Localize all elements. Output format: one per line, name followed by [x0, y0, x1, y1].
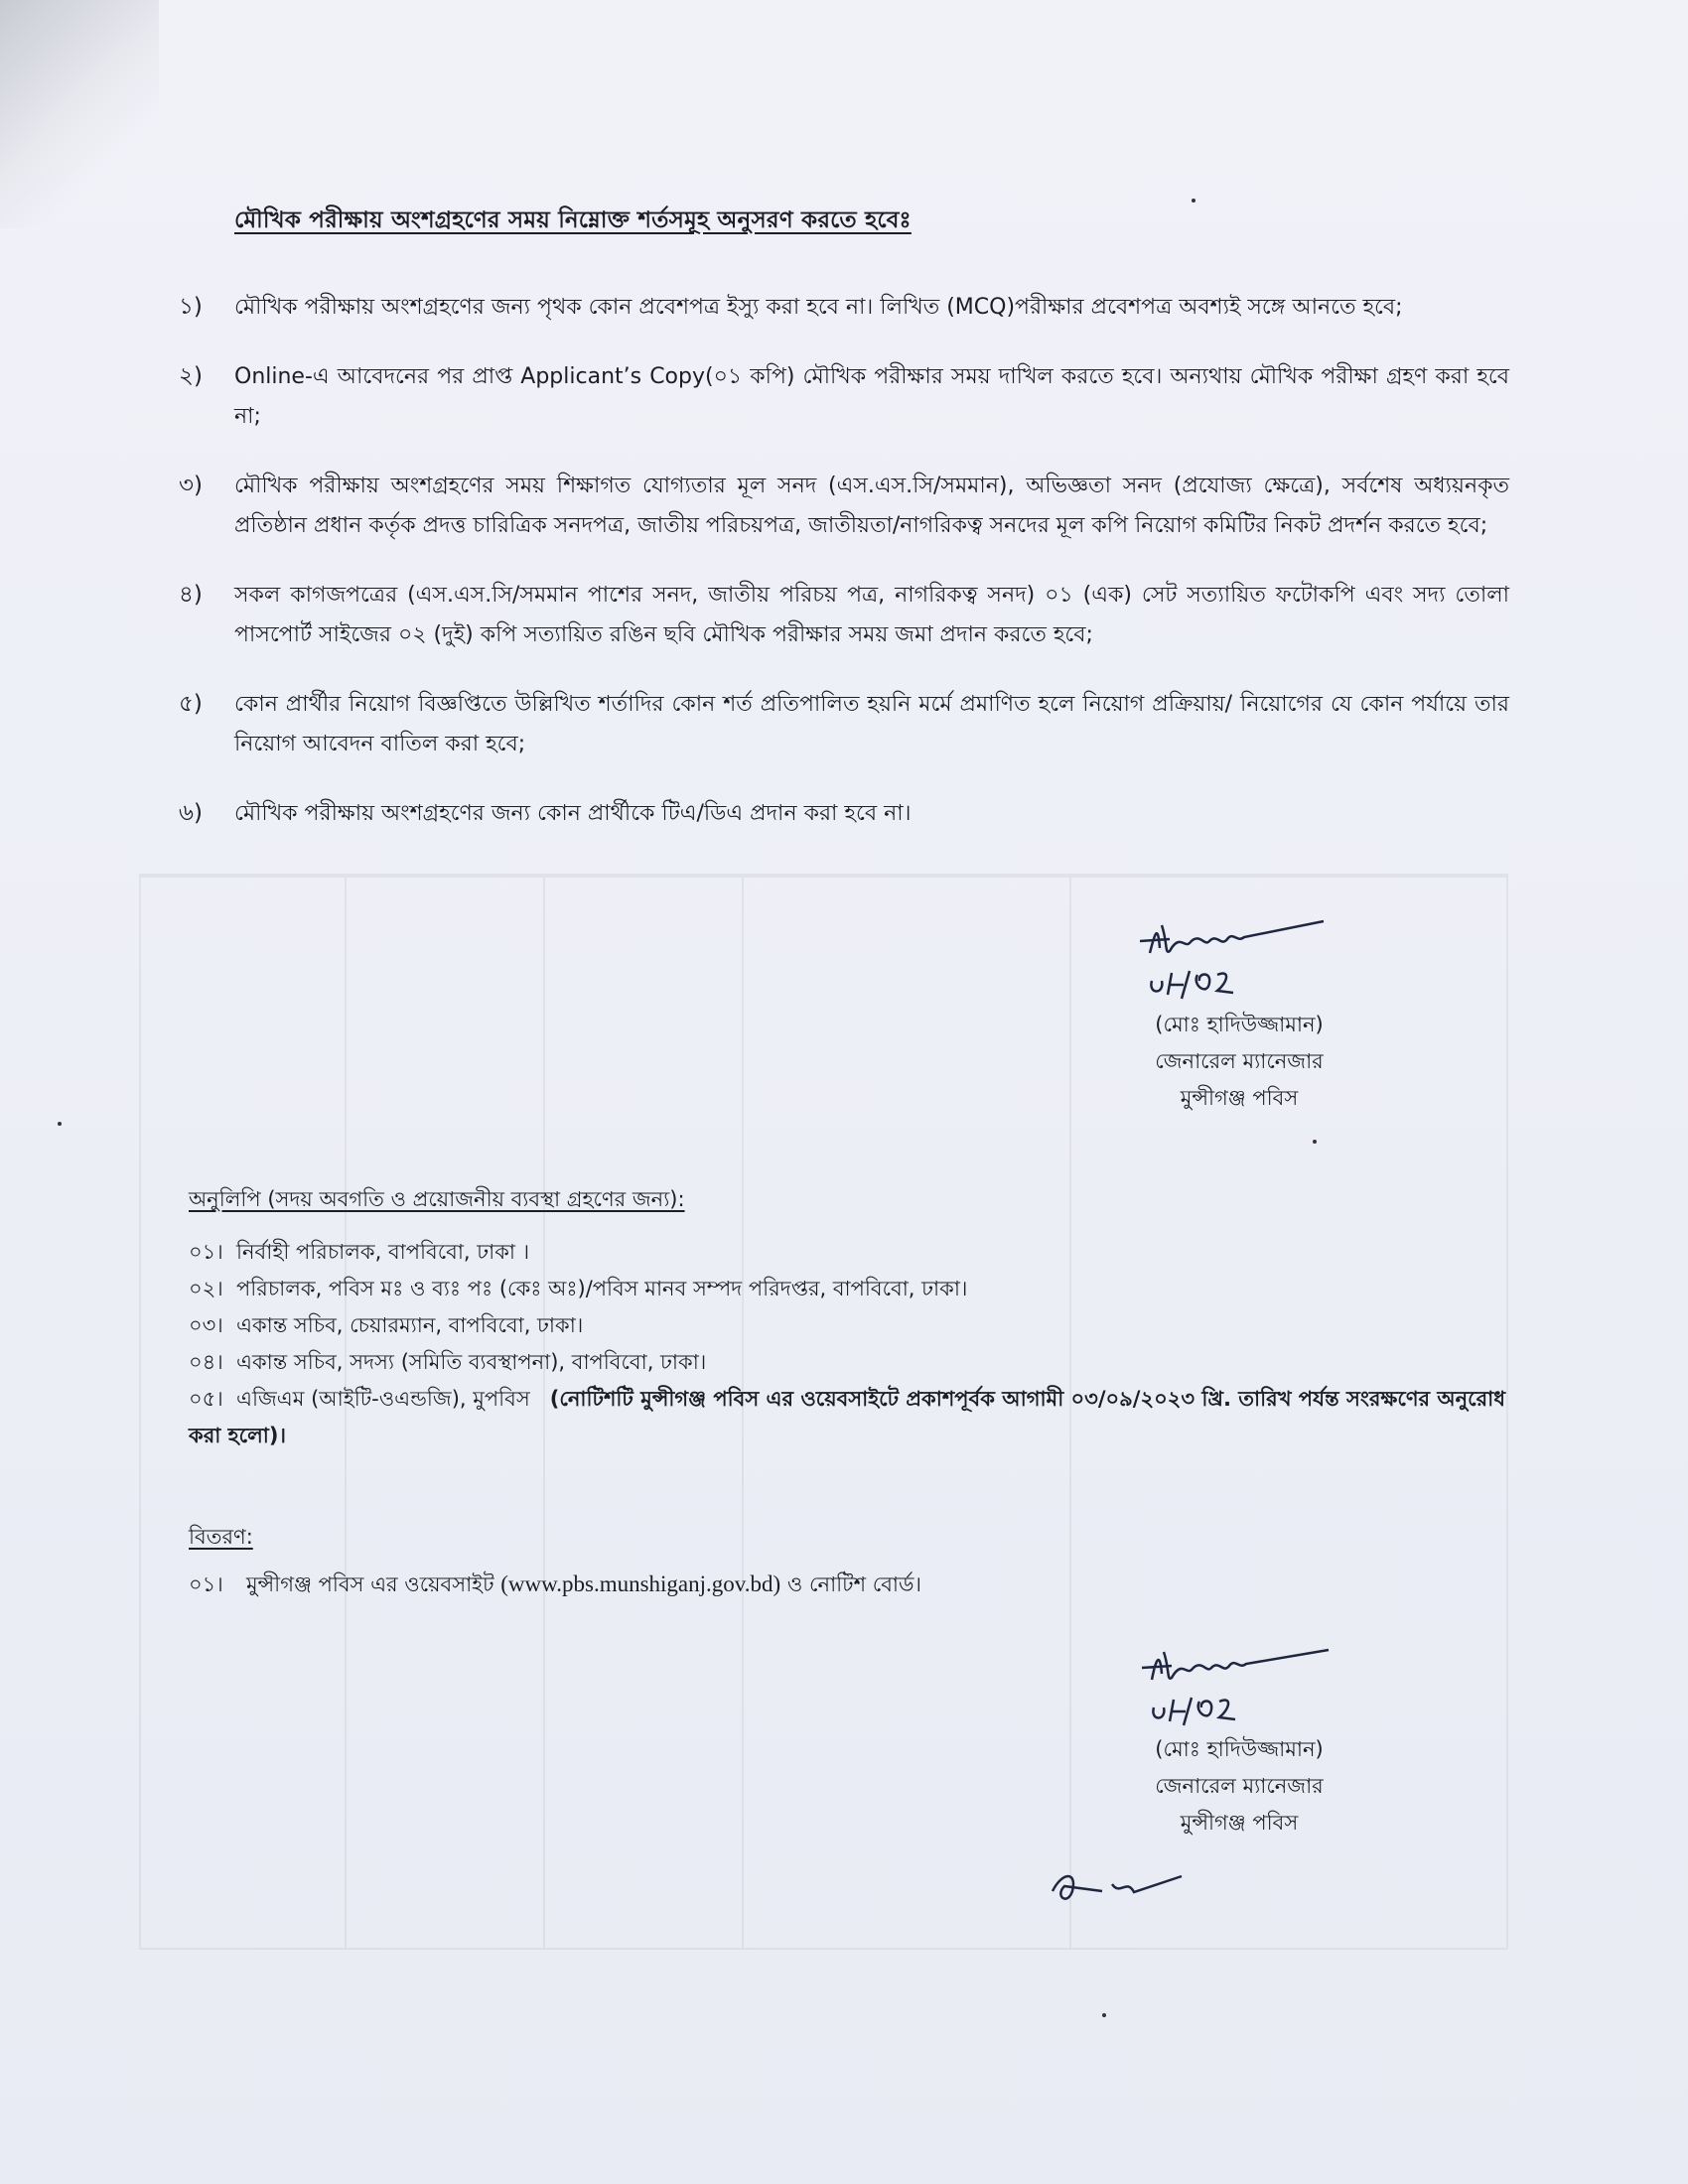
- item-number: ০৩।: [189, 1313, 223, 1337]
- condition-number: ১): [179, 294, 203, 320]
- signatory-office: মুন্সীগঞ্জ পবিস: [1180, 1086, 1299, 1110]
- scan-speck: [58, 1122, 62, 1126]
- condition-number: ৪): [179, 582, 203, 608]
- condition-item: [179, 467, 1509, 546]
- condition-item: [179, 794, 1509, 834]
- item-text: একান্ত সচিব, সদস্য (সমিতি ব্যবস্থাপনা), বাপবিবো, ঢাকা।: [236, 1350, 707, 1374]
- condition-text: কোন প্রার্থীর নিয়োগ বিজ্ঞপ্তিতে উল্লিখিত শর্তাদির কোন শর্ত প্রতিপালিত হয়নি মর্মে প্রমাণিত হলে নিয়োগ প্রক্রিয়ায়/ নিয়োগের যে কোন পর্যায়ে তার নিয়োগ আবেদন বাতিল করা হবে;: [234, 692, 1509, 756]
- copy-to-item: [189, 1307, 1509, 1344]
- condition-text: মৌখিক পরীক্ষায় অংশগ্রহণের জন্য পৃথক কোন প্রবেশপত্র ইস্যু করা হবে না। লিখিত (MCQ)পরীক্ষার প্রবেশপত্র অবশ্যই সঙ্গে আনতে হবে;: [234, 295, 1403, 320]
- condition-item: [179, 288, 1509, 328]
- handwritten-signature: [1110, 903, 1368, 1003]
- scan-speck: [1102, 2013, 1106, 2017]
- item-text: একান্ত সচিব, চেয়ারম্যান, বাপবিবো, ঢাকা।: [236, 1313, 584, 1337]
- item-text: মুন্সীগঞ্জ পবিস এর ওয়েবসাইট: [246, 1572, 494, 1596]
- distribution-item: [189, 1566, 1509, 1603]
- distribution-title: বিতরণ:: [189, 1525, 253, 1549]
- item-number: ০১।: [189, 1240, 223, 1264]
- item-text: ও নোটিশ বোর্ড।: [786, 1572, 921, 1596]
- signature-block-1: [1110, 903, 1368, 1117]
- item-note: (নোটিশটি মুন্সীগঞ্জ পবিস এর ওয়েবসাইটে প্রকাশপূর্বক আগামী ০৩/০৯/২০২৩ খ্রি. তারিখ পর্যন্ত সংরক্ষণের অনুরোধ করা হলো)।: [189, 1387, 1505, 1447]
- signatory-name: (মোঃ হাদিউজ্জামান): [1155, 1013, 1324, 1036]
- signatory-designation: জেনারেল ম্যানেজার: [1155, 1774, 1324, 1798]
- item-text: পরিচালক, পবিস মঃ ও ব্যঃ পঃ (কেঃ অঃ)/পবিস মানব সম্পদ পরিদপ্তর, বাপবিবো, ঢাকা।: [236, 1277, 968, 1300]
- item-text: নির্বাহী পরিচালক, বাপবিবো, ঢাকা ।: [236, 1240, 530, 1264]
- signature-block-2: [1110, 1628, 1368, 1842]
- copy-to-item: [189, 1234, 1509, 1271]
- item-number: ০৪।: [189, 1350, 223, 1374]
- item-text: এজিএম (আইটি-ওএন্ডজি), মুপবিস: [236, 1387, 530, 1411]
- item-number: ০৫।: [189, 1387, 223, 1411]
- condition-item: [179, 357, 1509, 437]
- signatory-office: মুন্সীগঞ্জ পবিস: [1180, 1811, 1299, 1835]
- initials-mark: [1043, 1856, 1192, 1916]
- copy-to-item: [189, 1381, 1509, 1454]
- item-number: ০২।: [189, 1277, 223, 1300]
- condition-text: সকল কাগজপত্রের (এস.এস.সি/সমমান পাশের সনদ, জাতীয় পরিচয় পত্র, নাগরিকত্ব সনদ) ০১ (এক) সেট সত্যায়িত ফটোকপি এবং সদ্য তোলা পাসপোর্ট সাইজের ০২ (দুই) কপি সত্যায়িত রঙিন ছবি মৌখিক পরীক্ষার সময় জমা প্রদান করতে হবে;: [234, 583, 1509, 647]
- condition-text: মৌখিক পরীক্ষায় অংশগ্রহণের সময় শিক্ষাগত যোগ্যতার মূল সনদ (এস.এস.সি/সমমান), অভিজ্ঞতা সনদ (প্রযোজ্য ক্ষেত্রে), সর্বশেষ অধ্যয়নকৃত প্রতিষ্ঠান প্রধান কর্তৃক প্রদত্ত চারিত্রিক সনদপত্র, জাতীয় পরিচয়পত্র, জাতীয়তা/নাগরিকত্ব সনদের মূল কপি নিয়োগ কমিটির নিকট প্রদর্শন করতে হবে;: [234, 474, 1509, 538]
- condition-number: ২): [179, 363, 203, 389]
- copy-to-title: অনুলিপি (সদয় অবগতি ও প্রয়োজনীয় ব্যবস্থা গ্রহণের জন্য):: [189, 1187, 685, 1211]
- scan-speck: [1192, 199, 1196, 203]
- condition-number: ৫): [179, 691, 203, 717]
- copy-to-section: [189, 1183, 1509, 1454]
- condition-item: [179, 576, 1509, 655]
- conditions-heading: মৌখিক পরীক্ষায় অংশগ্রহণের সময় নিম্নোক্ত শর্তসমূহ অনুসরণ করতে হবেঃ: [234, 207, 912, 233]
- condition-number: ৬): [179, 800, 203, 826]
- condition-text: মৌখিক পরীক্ষায় অংশগ্রহণের জন্য কোন প্রার্থীকে টিএ/ডিএ প্রদান করা হবে না।: [234, 801, 912, 826]
- copy-to-item: [189, 1344, 1509, 1381]
- copy-to-item: [189, 1271, 1509, 1307]
- website-url: (www.pbs.munshiganj.gov.bd): [500, 1571, 781, 1596]
- item-number: ০১।: [189, 1572, 223, 1596]
- handwritten-signature: [1110, 1628, 1368, 1727]
- scan-speck: [1313, 1140, 1317, 1144]
- folded-corner: [0, 0, 159, 228]
- condition-item: [179, 685, 1509, 764]
- signatory-name: (মোঃ হাদিউজ্জামান): [1155, 1737, 1324, 1761]
- distribution-section: [189, 1521, 1509, 1603]
- condition-number: ৩): [179, 473, 203, 498]
- conditions-list: [179, 288, 1509, 864]
- condition-text: Online-এ আবেদনের পর প্রাপ্ত Applicant’s Copy(০১ কপি) মৌখিক পরীক্ষার সময় দাখিল করতে হবে। অন্যথায় মৌখিক পরীক্ষা গ্রহণ করা হবে না;: [234, 364, 1509, 429]
- signatory-designation: জেনারেল ম্যানেজার: [1155, 1049, 1324, 1073]
